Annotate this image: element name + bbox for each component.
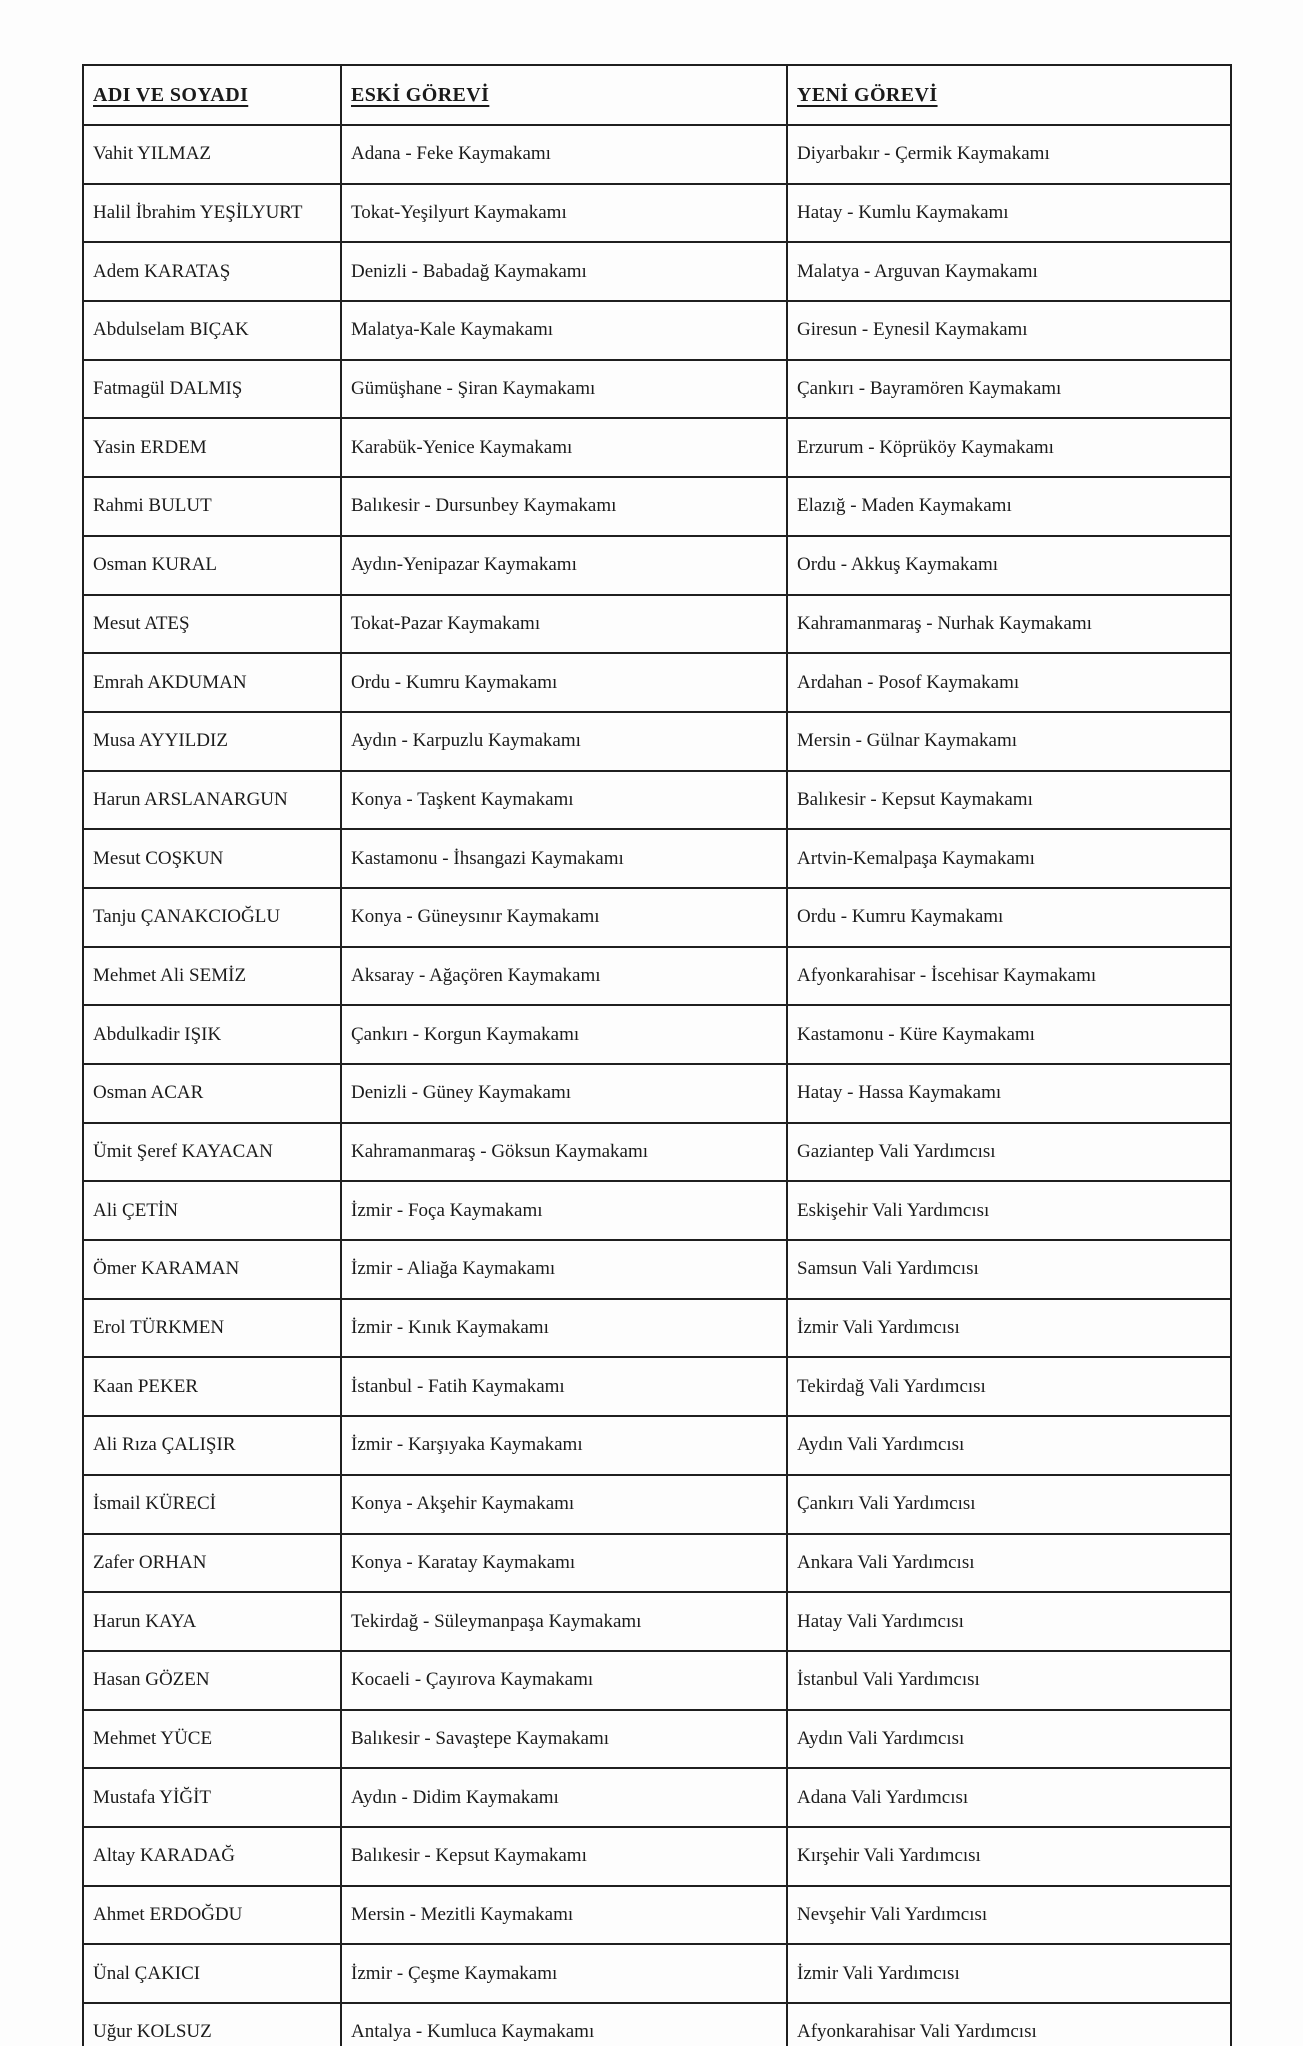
table-row (83, 1768, 1231, 1827)
table-row (83, 2003, 1231, 2046)
table-body (83, 125, 1231, 2046)
cell-new-position: Eskişehir Vali Yardımcısı (787, 1181, 1231, 1240)
cell-old-position: Balıkesir - Savaştepe Kaymakamı (341, 1710, 787, 1769)
cell-name: Rahmi BULUT (83, 477, 341, 536)
cell-new-position: Diyarbakır - Çermik Kaymakamı (787, 125, 1231, 184)
cell-new-position: Ordu - Akkuş Kaymakamı (787, 536, 1231, 595)
cell-name: Kaan PEKER (83, 1357, 341, 1416)
cell-new-position: Tekirdağ Vali Yardımcısı (787, 1357, 1231, 1416)
cell-name: Yasin ERDEM (83, 418, 341, 477)
cell-name: Musa AYYILDIZ (83, 712, 341, 771)
cell-old-position: Kocaeli - Çayırova Kaymakamı (341, 1651, 787, 1710)
cell-new-position: Mersin - Gülnar Kaymakamı (787, 712, 1231, 771)
cell-name: Abdulkadir IŞIK (83, 1005, 341, 1064)
cell-old-position: İzmir - Foça Kaymakamı (341, 1181, 787, 1240)
cell-old-position: Konya - Taşkent Kaymakamı (341, 771, 787, 830)
cell-name: Ümit Şeref KAYACAN (83, 1123, 341, 1182)
table-row (83, 1475, 1231, 1534)
cell-old-position: Tekirdağ - Süleymanpaşa Kaymakamı (341, 1592, 787, 1651)
cell-new-position: Adana Vali Yardımcısı (787, 1768, 1231, 1827)
cell-name: Tanju ÇANAKCIOĞLU (83, 888, 341, 947)
cell-new-position: Aydın Vali Yardımcısı (787, 1416, 1231, 1475)
cell-old-position: Karabük-Yenice Kaymakamı (341, 418, 787, 477)
cell-old-position: Balıkesir - Dursunbey Kaymakamı (341, 477, 787, 536)
table-row (83, 1357, 1231, 1416)
cell-name: Vahit YILMAZ (83, 125, 341, 184)
table-row (83, 1886, 1231, 1945)
cell-old-position: Denizli - Babadağ Kaymakamı (341, 242, 787, 301)
cell-new-position: Ordu - Kumru Kaymakamı (787, 888, 1231, 947)
cell-old-position: Kahramanmaraş - Göksun Kaymakamı (341, 1123, 787, 1182)
table-row (83, 653, 1231, 712)
cell-old-position: İzmir - Kınık Kaymakamı (341, 1299, 787, 1358)
table-row (83, 1299, 1231, 1358)
cell-old-position: Ordu - Kumru Kaymakamı (341, 653, 787, 712)
cell-name: Uğur KOLSUZ (83, 2003, 341, 2046)
header-row (83, 65, 1231, 125)
cell-new-position: Afyonkarahisar Vali Yardımcısı (787, 2003, 1231, 2046)
table-row (83, 1181, 1231, 1240)
cell-name: Harun ARSLANARGUN (83, 771, 341, 830)
cell-name: Zafer ORHAN (83, 1534, 341, 1593)
cell-new-position: Gaziantep Vali Yardımcısı (787, 1123, 1231, 1182)
table-row (83, 125, 1231, 184)
table-row (83, 595, 1231, 654)
cell-old-position: Malatya-Kale Kaymakamı (341, 301, 787, 360)
table-row (83, 1534, 1231, 1593)
cell-name: Erol TÜRKMEN (83, 1299, 341, 1358)
table-row (83, 242, 1231, 301)
cell-name: Mehmet YÜCE (83, 1710, 341, 1769)
cell-old-position: İzmir - Çeşme Kaymakamı (341, 1944, 787, 2003)
cell-new-position: Balıkesir - Kepsut Kaymakamı (787, 771, 1231, 830)
table-row (83, 888, 1231, 947)
cell-old-position: Mersin - Mezitli Kaymakamı (341, 1886, 787, 1945)
cell-name: Osman KURAL (83, 536, 341, 595)
cell-old-position: İzmir - Karşıyaka Kaymakamı (341, 1416, 787, 1475)
cell-old-position: Çankırı - Korgun Kaymakamı (341, 1005, 787, 1064)
cell-new-position: Ardahan - Posof Kaymakamı (787, 653, 1231, 712)
table-row (83, 829, 1231, 888)
cell-new-position: Aydın Vali Yardımcısı (787, 1710, 1231, 1769)
cell-name: İsmail KÜRECİ (83, 1475, 341, 1534)
table-row (83, 1944, 1231, 2003)
cell-old-position: Aydın - Karpuzlu Kaymakamı (341, 712, 787, 771)
cell-new-position: Hatay - Kumlu Kaymakamı (787, 184, 1231, 243)
cell-name: Fatmagül DALMIŞ (83, 360, 341, 419)
cell-old-position: Tokat-Yeşilyurt Kaymakamı (341, 184, 787, 243)
cell-new-position: Kahramanmaraş - Nurhak Kaymakamı (787, 595, 1231, 654)
table-row (83, 1651, 1231, 1710)
cell-old-position: Konya - Karatay Kaymakamı (341, 1534, 787, 1593)
cell-name: Osman ACAR (83, 1064, 341, 1123)
table-row (83, 1592, 1231, 1651)
cell-new-position: Kastamonu - Küre Kaymakamı (787, 1005, 1231, 1064)
table-row (83, 1416, 1231, 1475)
header-name: ADI VE SOYADI (83, 65, 341, 125)
cell-new-position: Hatay Vali Yardımcısı (787, 1592, 1231, 1651)
table-row (83, 184, 1231, 243)
cell-name: Halil İbrahim YEŞİLYURT (83, 184, 341, 243)
cell-new-position: İzmir Vali Yardımcısı (787, 1299, 1231, 1358)
cell-name: Mustafa YİĞİT (83, 1768, 341, 1827)
table-row (83, 536, 1231, 595)
cell-name: Adem KARATAŞ (83, 242, 341, 301)
cell-old-position: Gümüşhane - Şiran Kaymakamı (341, 360, 787, 419)
cell-old-position: Tokat-Pazar Kaymakamı (341, 595, 787, 654)
cell-new-position: Hatay - Hassa Kaymakamı (787, 1064, 1231, 1123)
cell-name: Hasan GÖZEN (83, 1651, 341, 1710)
cell-old-position: Kastamonu - İhsangazi Kaymakamı (341, 829, 787, 888)
cell-old-position: Konya - Güneysınır Kaymakamı (341, 888, 787, 947)
cell-name: Mehmet Ali SEMİZ (83, 947, 341, 1006)
cell-new-position: Kırşehir Vali Yardımcısı (787, 1827, 1231, 1886)
appointments-table (82, 64, 1232, 2046)
cell-old-position: İstanbul - Fatih Kaymakamı (341, 1357, 787, 1416)
cell-name: Abdulselam BIÇAK (83, 301, 341, 360)
cell-new-position: Afyonkarahisar - İscehisar Kaymakamı (787, 947, 1231, 1006)
cell-name: Ali ÇETİN (83, 1181, 341, 1240)
table-row (83, 477, 1231, 536)
cell-new-position: Artvin-Kemalpaşa Kaymakamı (787, 829, 1231, 888)
cell-new-position: Nevşehir Vali Yardımcısı (787, 1886, 1231, 1945)
cell-name: Mesut COŞKUN (83, 829, 341, 888)
cell-new-position: Erzurum - Köprüköy Kaymakamı (787, 418, 1231, 477)
cell-name: Ünal ÇAKICI (83, 1944, 341, 2003)
cell-new-position: Malatya - Arguvan Kaymakamı (787, 242, 1231, 301)
cell-old-position: Denizli - Güney Kaymakamı (341, 1064, 787, 1123)
table-row (83, 947, 1231, 1006)
cell-new-position: Ankara Vali Yardımcısı (787, 1534, 1231, 1593)
table-row (83, 1827, 1231, 1886)
table-row (83, 1064, 1231, 1123)
table-row (83, 1240, 1231, 1299)
cell-new-position: Çankırı - Bayramören Kaymakamı (787, 360, 1231, 419)
cell-old-position: Aksaray - Ağaçören Kaymakamı (341, 947, 787, 1006)
cell-name: Emrah AKDUMAN (83, 653, 341, 712)
table-row (83, 771, 1231, 830)
cell-name: Ömer KARAMAN (83, 1240, 341, 1299)
table-row (83, 1123, 1231, 1182)
cell-new-position: Samsun Vali Yardımcısı (787, 1240, 1231, 1299)
cell-name: Altay KARADAĞ (83, 1827, 341, 1886)
cell-name: Mesut ATEŞ (83, 595, 341, 654)
header-old-position: ESKİ GÖREVİ (341, 65, 787, 125)
header-new-position: YENİ GÖREVİ (787, 65, 1231, 125)
cell-name: Harun KAYA (83, 1592, 341, 1651)
cell-old-position: Antalya - Kumluca Kaymakamı (341, 2003, 787, 2046)
cell-name: Ahmet ERDOĞDU (83, 1886, 341, 1945)
cell-new-position: İstanbul Vali Yardımcısı (787, 1651, 1231, 1710)
cell-new-position: Çankırı Vali Yardımcısı (787, 1475, 1231, 1534)
cell-old-position: Konya - Akşehir Kaymakamı (341, 1475, 787, 1534)
cell-old-position: Adana - Feke Kaymakamı (341, 125, 787, 184)
table-row (83, 360, 1231, 419)
table-row (83, 1710, 1231, 1769)
cell-new-position: İzmir Vali Yardımcısı (787, 1944, 1231, 2003)
cell-old-position: Aydın - Didim Kaymakamı (341, 1768, 787, 1827)
cell-name: Ali Rıza ÇALIŞIR (83, 1416, 341, 1475)
cell-old-position: İzmir - Aliağa Kaymakamı (341, 1240, 787, 1299)
cell-new-position: Giresun - Eynesil Kaymakamı (787, 301, 1231, 360)
table-row (83, 712, 1231, 771)
cell-old-position: Balıkesir - Kepsut Kaymakamı (341, 1827, 787, 1886)
cell-old-position: Aydın-Yenipazar Kaymakamı (341, 536, 787, 595)
table-row (83, 301, 1231, 360)
cell-new-position: Elazığ - Maden Kaymakamı (787, 477, 1231, 536)
table-row (83, 1005, 1231, 1064)
table-row (83, 418, 1231, 477)
